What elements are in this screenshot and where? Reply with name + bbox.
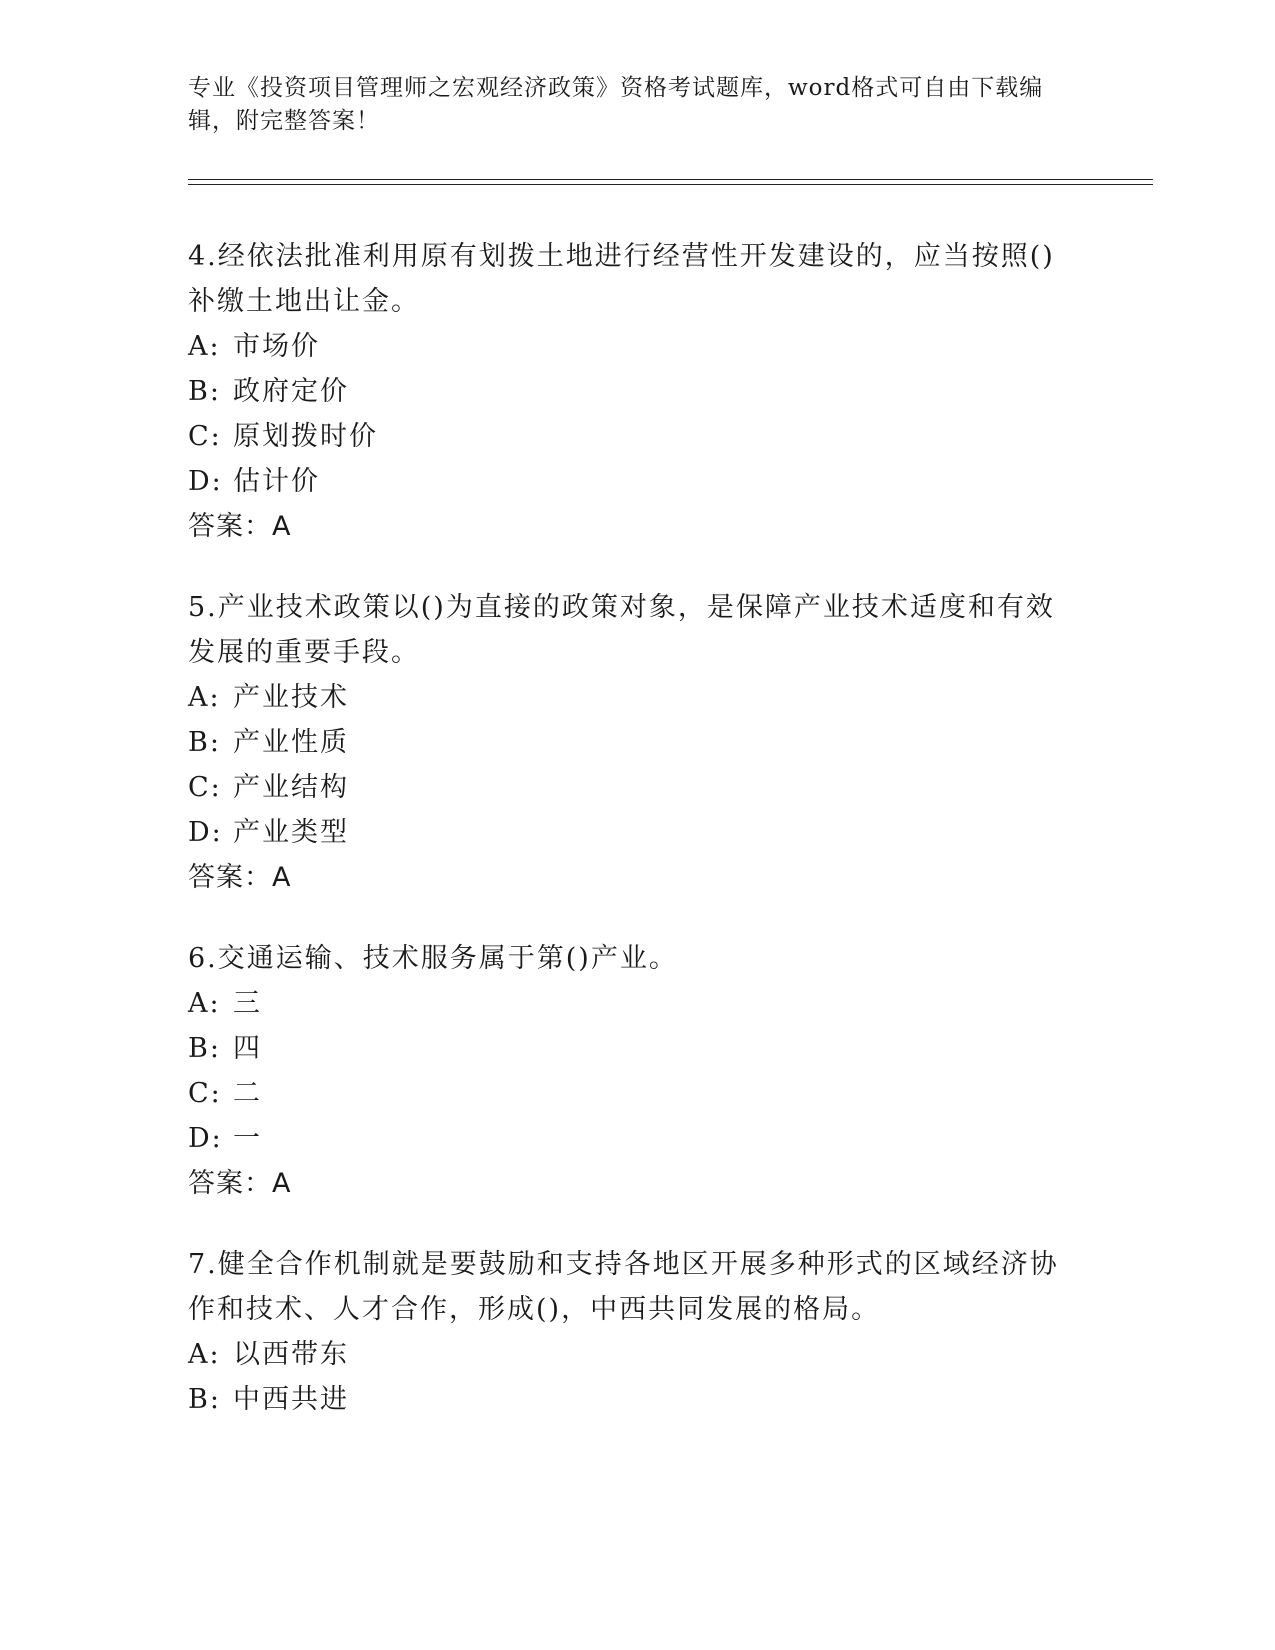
option-key: B: [188, 1033, 221, 1064]
option-text: 以西带东 [233, 1339, 349, 1370]
option-key: D: [188, 817, 223, 848]
option-text: 三 [233, 988, 262, 1019]
question-list [188, 234, 1068, 1458]
option-b [188, 1377, 1068, 1422]
header-title: 专业《投资项目管理师之宏观经济政策》资格考试题库，word格式可自由下载编辑，附完整答案！ [188, 75, 1044, 134]
option-text: 中西共进 [233, 1384, 349, 1415]
option-c [188, 765, 1068, 810]
option-key: A: [188, 682, 221, 713]
option-a [188, 981, 1068, 1026]
answer-line: 答案：A [188, 862, 292, 893]
option-key: B: [188, 727, 221, 758]
option-text: 原划拨时价 [233, 421, 378, 452]
option-key: D: [188, 466, 223, 497]
option-key: C: [188, 1078, 222, 1109]
document-header [188, 72, 1088, 138]
option-d [188, 810, 1068, 855]
option-text: 估计价 [233, 466, 320, 497]
answer-line: 答案：A [188, 1168, 292, 1199]
option-text: 产业技术 [233, 682, 349, 713]
option-d [188, 1116, 1068, 1161]
option-key: C: [188, 772, 222, 803]
option-key: B: [188, 376, 221, 407]
option-b [188, 1026, 1068, 1071]
answer-line: 答案：A [188, 511, 292, 542]
option-key: A: [188, 988, 221, 1019]
option-text: 一 [233, 1123, 262, 1154]
option-key: A: [188, 331, 221, 362]
question-text: 5.产业技术政策以()为直接的政策对象，是保障产业技术适度和有效发展的重要手段。 [188, 592, 1055, 668]
header-divider-bottom [188, 184, 1153, 185]
option-b [188, 369, 1068, 414]
header-divider-top [188, 179, 1153, 180]
option-d [188, 459, 1068, 504]
option-text: 四 [233, 1033, 262, 1064]
option-text: 市场价 [233, 331, 320, 362]
option-key: B: [188, 1384, 221, 1415]
question-item [188, 234, 1068, 549]
option-c [188, 1071, 1068, 1116]
option-c [188, 414, 1068, 459]
option-key: A: [188, 1339, 221, 1370]
option-key: D: [188, 1123, 223, 1154]
option-a [188, 675, 1068, 720]
question-text: 6.交通运输、技术服务属于第()产业。 [188, 943, 678, 974]
option-text: 产业结构 [233, 772, 349, 803]
option-text: 产业性质 [233, 727, 349, 758]
question-item [188, 585, 1068, 900]
option-text: 产业类型 [233, 817, 349, 848]
question-item [188, 936, 1068, 1206]
option-text: 政府定价 [233, 376, 349, 407]
question-text: 4.经依法批准利用原有划拨土地进行经营性开发建设的，应当按照()补缴土地出让金。 [188, 241, 1055, 317]
option-text: 二 [233, 1078, 262, 1109]
option-b [188, 720, 1068, 765]
option-key: C: [188, 421, 222, 452]
question-item [188, 1242, 1068, 1422]
option-a [188, 324, 1068, 369]
question-text: 7.健全合作机制就是要鼓励和支持各地区开展多种形式的区域经济协作和技术、人才合作，形成()，中西共同发展的格局。 [188, 1249, 1059, 1325]
option-a [188, 1332, 1068, 1377]
